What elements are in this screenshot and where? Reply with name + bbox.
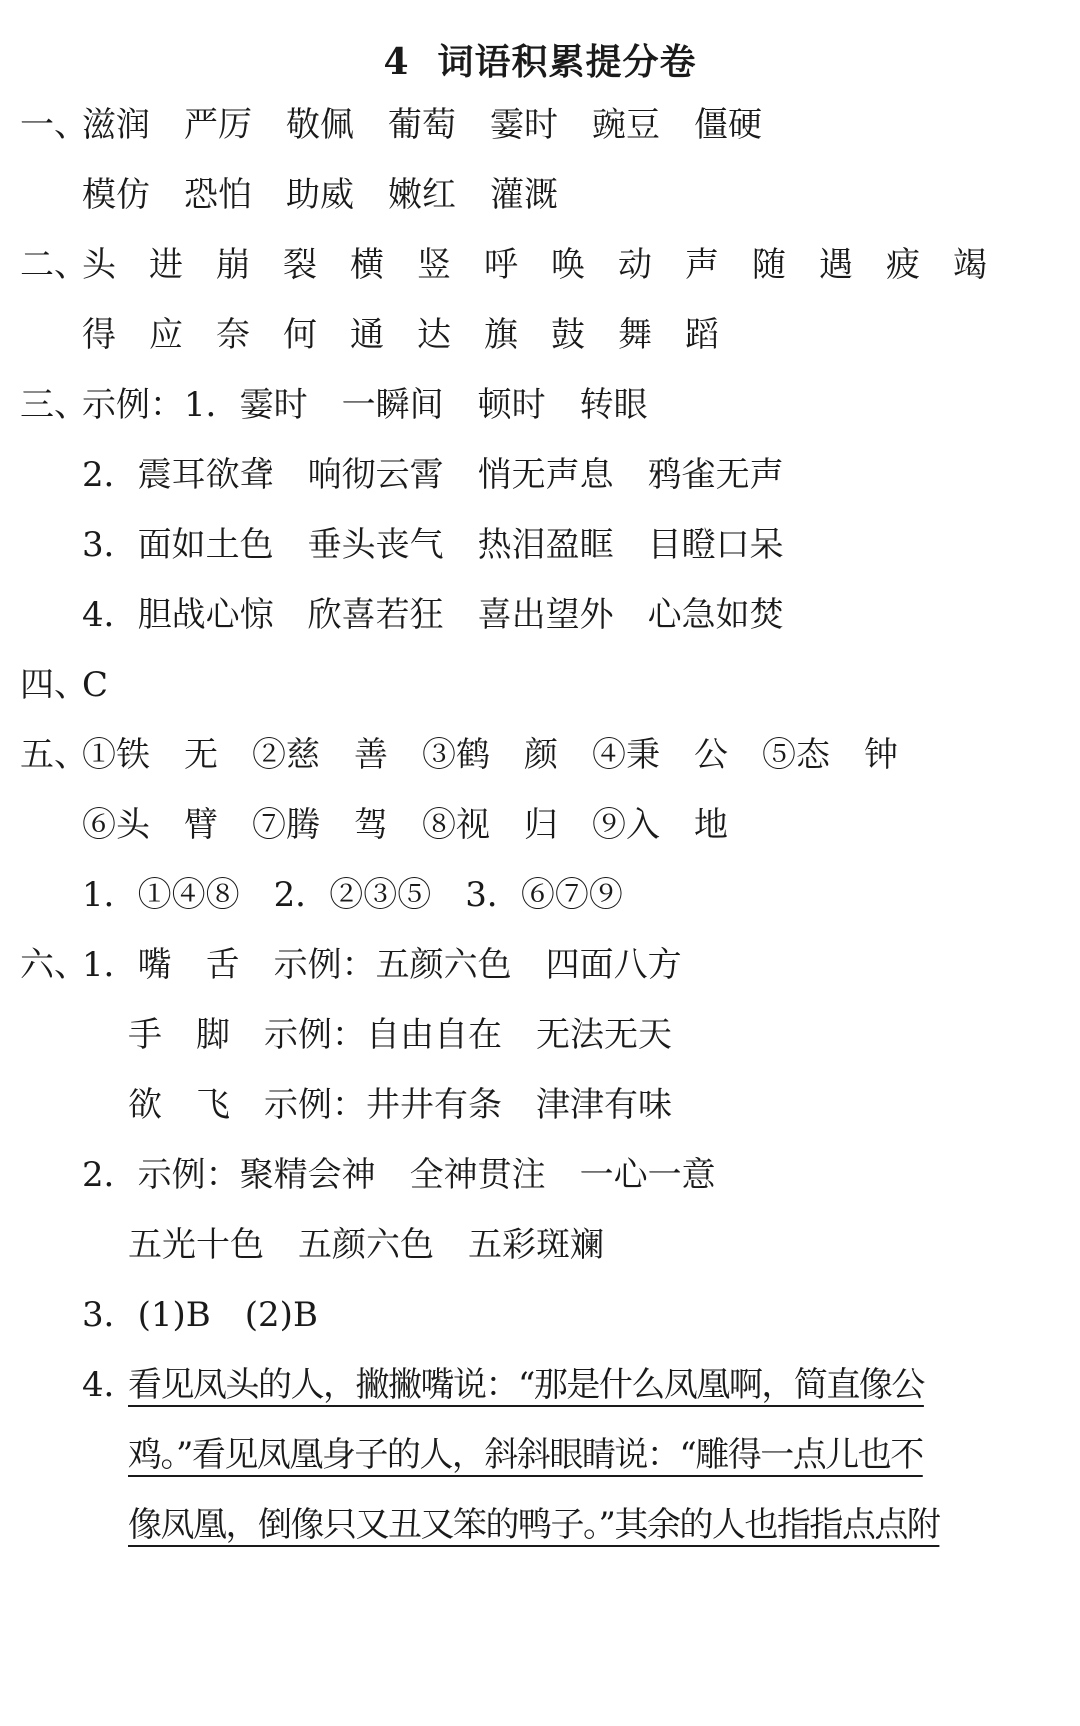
section-5-line-2: ⑥头 臂 ⑦腾 驾 ⑧视 归 ⑨入 地 — [82, 805, 728, 845]
section-2-line-1: 头 进 崩 裂 横 竖 呼 唤 动 声 随 遇 疲 竭 — [82, 245, 987, 285]
section-4-line-1: C — [82, 665, 109, 705]
section-1-line-2: 模仿 恐怕 助威 嫩红 灌溉 — [82, 175, 558, 215]
section-2-line-2: 得 应 奈 何 通 达 旗 鼓 舞 蹈 — [82, 315, 719, 355]
section-5-line-1: ①铁 无 ②慈 善 ③鹤 颜 ④秉 公 ⑤态 钟 — [82, 735, 898, 775]
section-4-marker: 四、 — [20, 665, 88, 705]
section-2-marker: 二、 — [20, 245, 88, 285]
section-6-marker: 六、 — [20, 945, 88, 985]
section-6-underlined-line-2: 鸡。”看见凤凰身子的人，斜斜眼睛说：“雕得一点儿也不 — [128, 1435, 923, 1475]
section-3-marker: 三、 — [20, 385, 88, 425]
section-6-line-5: 五光十色 五颜六色 五彩斑斓 — [128, 1225, 604, 1265]
section-5-line-3: 1．①④⑧ 2．②③⑤ 3．⑥⑦⑨ — [82, 875, 623, 915]
section-6-item-4-number: 4． — [82, 1365, 138, 1405]
section-3-line-2: 2．震耳欲聋 响彻云霄 悄无声息 鸦雀无声 — [82, 455, 784, 495]
section-6-line-3: 欲 飞 示例：井井有条 津津有味 — [128, 1085, 672, 1125]
section-5-marker: 五、 — [20, 735, 88, 775]
section-3-line-1: 示例：1．霎时 一瞬间 顿时 转眼 — [82, 385, 648, 425]
section-6-underlined-line-1: 看见凤头的人，撇撇嘴说：“那是什么凤凰啊，简直像公 — [128, 1365, 924, 1405]
title-text: 词语积累提分卷 — [437, 41, 697, 83]
section-6-line-6: 3．(1)B (2)B — [82, 1295, 318, 1335]
title-number: 4 — [383, 41, 410, 83]
section-1-marker: 一、 — [20, 105, 88, 145]
section-6-line-2: 手 脚 示例：自由自在 无法无天 — [128, 1015, 672, 1055]
section-6-line-4: 2．示例：聚精会神 全神贯注 一心一意 — [82, 1155, 716, 1195]
section-3-line-4: 4．胆战心惊 欣喜若狂 喜出望外 心急如焚 — [82, 595, 784, 635]
page-title — [0, 34, 1080, 85]
section-6-line-1: 1．嘴 舌 示例：五颜六色 四面八方 — [82, 945, 682, 985]
section-6-underlined-line-3: 像凤凰，倒像只又丑又笨的鸭子。”其余的人也指指点点附 — [128, 1505, 940, 1545]
section-3-line-3: 3．面如土色 垂头丧气 热泪盈眶 目瞪口呆 — [82, 525, 784, 565]
section-1-line-1: 滋润 严厉 敬佩 葡萄 霎时 豌豆 僵硬 — [82, 105, 762, 145]
